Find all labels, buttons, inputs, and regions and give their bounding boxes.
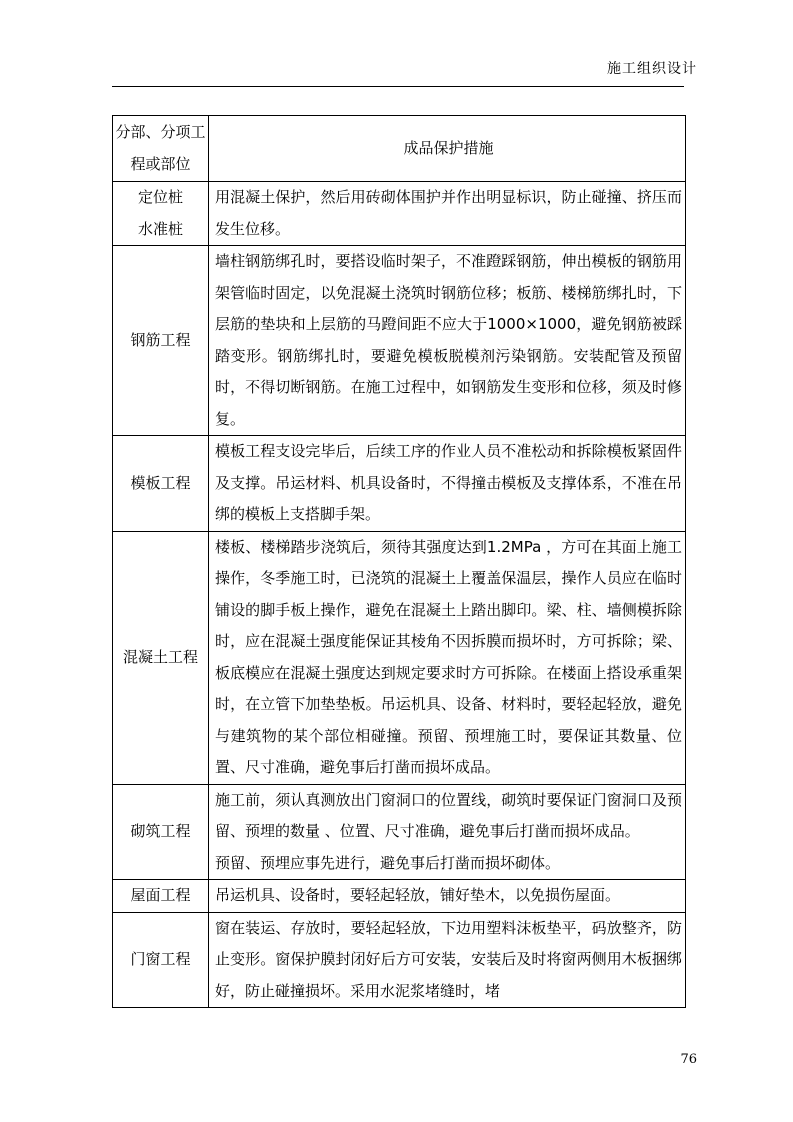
header-item-cell: 分部、分项工程或部位 (113, 116, 209, 182)
table-row (113, 531, 686, 784)
measures-cell (209, 880, 686, 913)
table-row (113, 246, 686, 436)
item-cell: 砌筑工程 (113, 784, 209, 880)
header-measures-cell: 成品保护措施 (209, 116, 686, 182)
table-row (113, 912, 686, 1008)
measures-cell (209, 436, 686, 532)
table-row (113, 784, 686, 880)
item-cell: 门窗工程 (113, 912, 209, 1008)
protection-measures-table (112, 115, 686, 1008)
page-header-title: 施工组织设计 (607, 61, 697, 77)
measure-paragraph: 墙柱钢筋绑孔时，要搭设临时架子，不准蹬踩钢筋，伸出模板的钢筋用架管临时固定，以免混凝土浇筑时钢筋位移；板筋、楼梯筋绑扎时，下层筋的垫块和上层筋的马蹬间距不应大于1000×1000，避免钢筋被踩踏变形。钢筋绑扎时，要避免模板脱模剂污染钢筋。安装配管及预留时，不得切断钢筋。在施工过程中，如钢筋发生变形和位移，须及时修复。 (215, 252, 682, 428)
header-divider (112, 86, 684, 87)
measure-paragraph: 窗在装运、存放时，要轻起轻放，下边用塑料沫板垫平，码放整齐，防止变形。窗保护膜封闭好后方可安装，安装后及时将窗两侧用木板捆绑好，防止碰撞损坏。采用水泥浆堵缝时，堵 (215, 918, 682, 1000)
item-cell: 模板工程 (113, 436, 209, 532)
item-cell: 定位桩 水准桩 (113, 182, 209, 246)
item-cell: 钢筋工程 (113, 246, 209, 436)
measures-cell (209, 182, 686, 246)
table-row (113, 182, 686, 246)
measure-paragraph: 用混凝土保护，然后用砖砌体围护并作出明显标识，防止碰撞、挤压而发生位移。 (215, 188, 682, 238)
measures-cell (209, 912, 686, 1008)
item-cell: 屋面工程 (113, 880, 209, 913)
table-row (113, 436, 686, 532)
measure-paragraph: 施工前，须认真测放出门窗洞口的位置线，砌筑时要保证门窗洞口及预留、预埋的数量 、位置、尺寸准确，避免事后打凿而损坏成品。 (215, 790, 682, 840)
measure-paragraph: 模板工程支设完毕后，后续工序的作业人员不准松动和拆除模板紧固件及支撑。吊运材料、机具设备时，不得撞击模板及支撑体系，不准在吊绑的模板上支搭脚手架。 (215, 442, 682, 523)
table-header-row (113, 116, 686, 182)
measures-cell (209, 784, 686, 880)
measures-cell (209, 246, 686, 436)
measure-paragraph: 吊运机具、设备时，要轻起轻放，铺好垫木，以免损伤屋面。 (215, 886, 621, 904)
measures-cell (209, 531, 686, 784)
table-row (113, 880, 686, 913)
page-number: 76 (680, 1052, 697, 1067)
measure-paragraph: 预留、预埋应事先进行，避免事后打凿而损坏砌体。 (215, 853, 561, 872)
item-cell: 混凝土工程 (113, 531, 209, 784)
measure-paragraph: 楼板、楼梯踏步浇筑后，须待其强度达到1.2MPa ，方可在其面上施工操作，冬季施工时，已浇筑的混凝土上覆盖保温层，操作人员应在临时 铺设的脚手板上操作，避免在混凝土上踏出脚印。梁、柱、墙侧模拆除时，应在混凝土强度能保证其棱角不因拆膜而损坏时，方可拆除；梁、板底模应在混凝土强度达到规定要求时方可拆除。在楼面上搭设承重架时，在立管下加垫垫板。吊运机具、设备、材料时，要轻起轻放，避免与建筑物的某个部位相碰撞。预留、预埋施工时，要保证其数量、位置、尺寸准确，避免事后打凿而损坏成品。 (215, 537, 682, 776)
